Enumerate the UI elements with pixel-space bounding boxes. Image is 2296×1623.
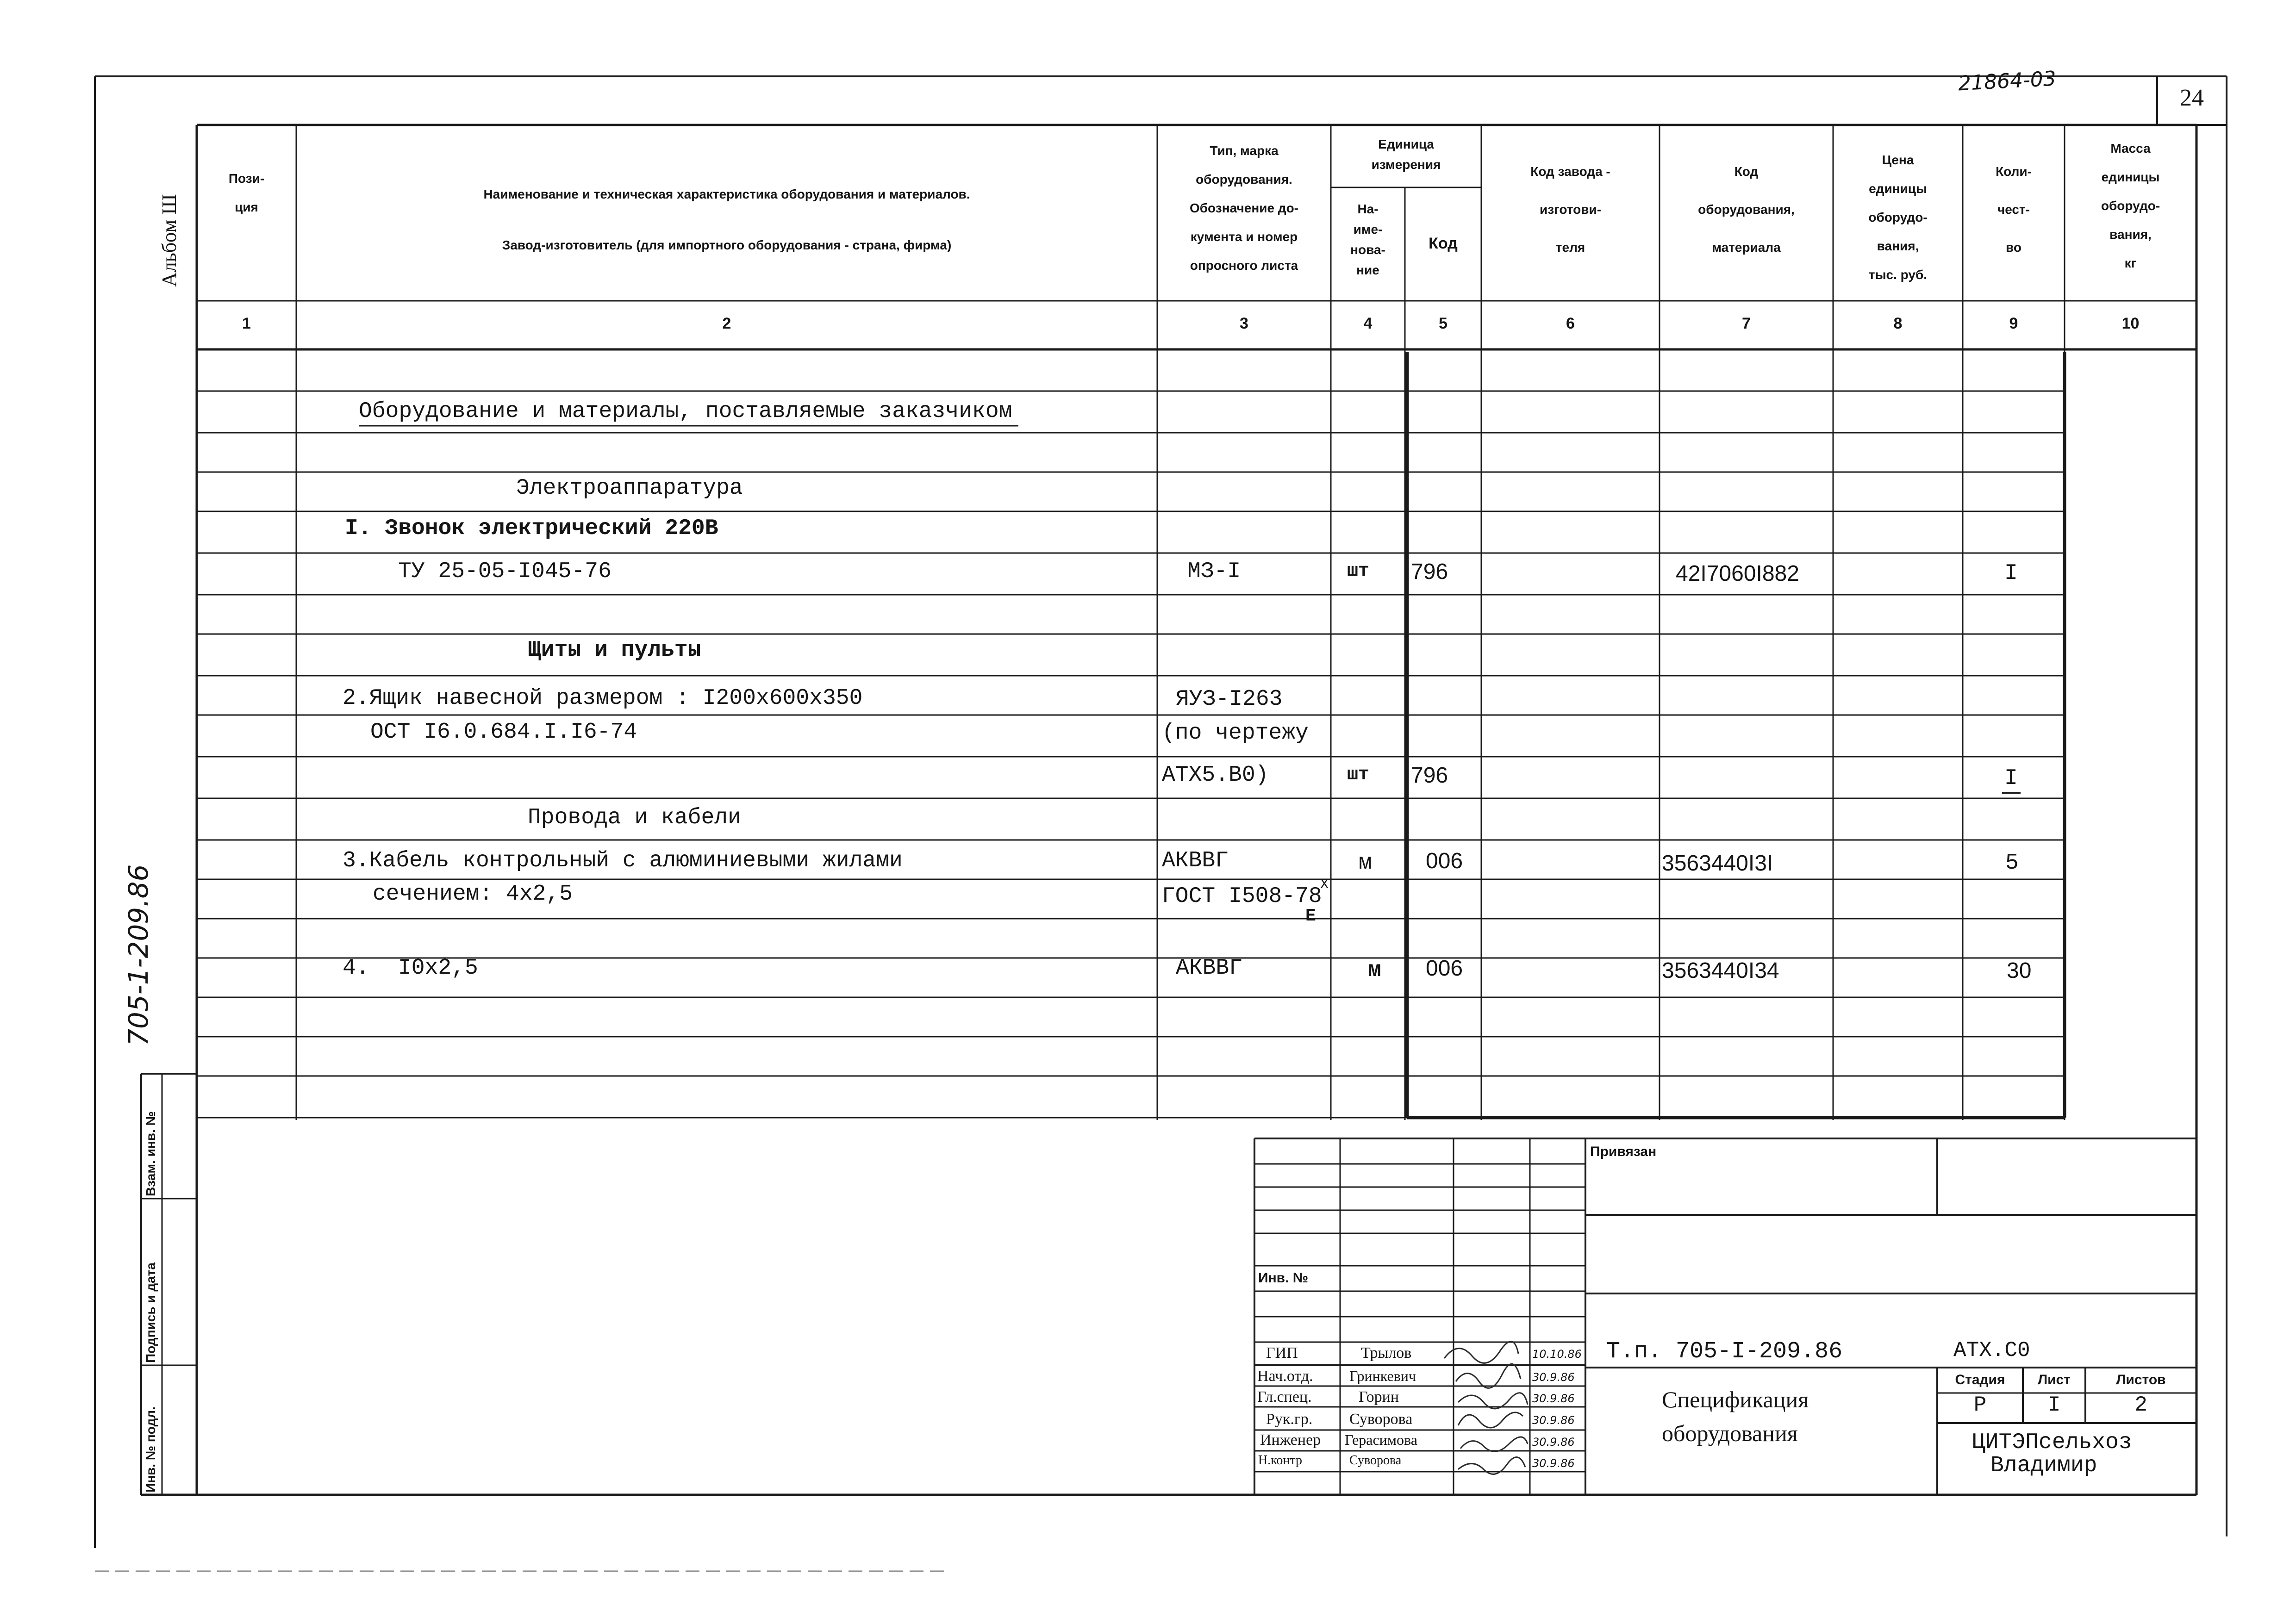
- side-label-replace: Взам. инв. №: [144, 1111, 158, 1196]
- stamp-sheet-label: Лист: [2038, 1372, 2071, 1387]
- item2-qty: I: [2004, 766, 2018, 791]
- item2-unit: шт: [1347, 765, 1370, 785]
- item1-qty: I: [2004, 561, 2018, 586]
- item3-type-line1: АКВВГ: [1162, 848, 1229, 873]
- stamp-name-head-dept: Гринкевич: [1349, 1368, 1416, 1384]
- item2-spec: ОСТ I6.0.684.I.I6-74: [370, 720, 637, 745]
- header-unit-group: Единица измерения: [1371, 137, 1441, 172]
- item3-qty: 5: [2005, 851, 2019, 876]
- stamp-linked: Привязан: [1590, 1144, 1657, 1159]
- stamp-designation: Т.п. 705-I-209.86: [1606, 1338, 1843, 1365]
- item1-equipment: 42I7060I882: [1676, 561, 1799, 586]
- stamp-date-gip: 10.10.86: [1532, 1348, 1582, 1361]
- side-code: 705-1-209.86: [123, 864, 154, 1046]
- stamp-name-engineer: Герасимова: [1345, 1431, 1417, 1448]
- item4-number: 4.: [343, 956, 369, 981]
- header-position: Пози- ция: [228, 171, 265, 214]
- item4-qty: 30: [2007, 958, 2032, 983]
- header-quantity: Коли- чест- во: [1996, 164, 2032, 255]
- stamp-name-gip: Трылов: [1361, 1344, 1412, 1362]
- stamp-date-group-lead: 30.9.86: [1532, 1414, 1575, 1427]
- item3-equipment: 3563440I3I: [1662, 851, 1773, 876]
- top-code: 21864-03: [1957, 67, 2057, 96]
- header-unit-code: Код: [1429, 235, 1458, 252]
- item2-type-line3: АТХ5.В0): [1162, 763, 1269, 788]
- item1-spec: ТУ 25-05-I045-76: [398, 559, 611, 584]
- col-number: 1: [242, 315, 251, 332]
- page-number: 24: [2180, 85, 2204, 111]
- header-name: Наименование и техническая характеристика оборудования и материалов. Завод-изготовитель (для импортного оборудования - страна, фирма): [483, 187, 970, 252]
- item1-type: МЗ-I: [1187, 559, 1241, 584]
- header-price: Цена единицы оборудо- вания, тыс. руб.: [1868, 153, 1928, 282]
- stamp-role-engineer: Инженер: [1260, 1431, 1321, 1449]
- stamp-date-chief-spec: 30.9.86: [1532, 1392, 1575, 1405]
- item3-type-line2: ГОСТ I508-78: [1162, 884, 1322, 909]
- stamp-title-line1: Спецификация: [1662, 1387, 1809, 1412]
- stamp-role-head-dept: Нач.отд.: [1257, 1368, 1313, 1385]
- item3-unit: м: [1359, 851, 1372, 876]
- item4-type: АКВВГ: [1176, 956, 1243, 981]
- stamp-date-engineer: 30.9.86: [1532, 1436, 1575, 1449]
- stamp-title-line2: оборудования: [1662, 1420, 1798, 1446]
- item2-qty-underline: [2002, 792, 2021, 794]
- header-mass: Масса единицы оборудо- вания, кг: [2101, 141, 2160, 270]
- item2-type-line2: (по чертежу: [1162, 721, 1309, 746]
- item3-spec: сечением: 4x2,5: [373, 882, 573, 907]
- item4-equipment: 3563440I34: [1662, 958, 1779, 983]
- stamp-role-group-lead: Рук.гр.: [1266, 1411, 1313, 1428]
- item4-code: 006: [1426, 956, 1463, 981]
- item4-unit: м: [1368, 958, 1381, 983]
- stamp-stage-label: Стадия: [1955, 1372, 2005, 1387]
- item1-name: I. Звонок электрический 220В: [345, 516, 718, 541]
- stamp-org-line1: ЦИТЭПсельхоз: [1972, 1430, 2132, 1455]
- stamp-name-chief-spec: Горин: [1359, 1388, 1399, 1405]
- stamp-sheets: 2: [2134, 1393, 2147, 1417]
- header-plant-code: Код завода - изготови- теля: [1530, 164, 1610, 255]
- stamp-sheets-label: Листов: [2116, 1372, 2166, 1387]
- item3-type-sub: Е: [1305, 906, 1316, 926]
- subsection-electro: Электроаппаратура: [516, 476, 743, 501]
- stamp-date-norm-control: 30.9.86: [1532, 1457, 1575, 1470]
- item3-name: 3.Кабель контрольный с алюминиевыми жилами: [343, 848, 903, 873]
- header-type: Тип, марка оборудования. Обозначение до- кумента и номер опросного листа: [1189, 143, 1299, 273]
- item4-name: I0x2,5: [398, 956, 478, 981]
- item2-name: 2.Ящик навесной размером : I200x600x350: [343, 686, 863, 711]
- col-number: 10: [2121, 315, 2140, 332]
- side-label-inv: Инв. № подл.: [144, 1406, 158, 1492]
- header-equipment-code: Код оборудования, материала: [1698, 164, 1795, 255]
- item2-code: 796: [1411, 763, 1448, 788]
- stamp-date-head-dept: 30.9.86: [1532, 1371, 1575, 1384]
- stamp-sheet: I: [2047, 1393, 2061, 1417]
- stamp-name-norm-control: Суворова: [1349, 1453, 1402, 1468]
- side-label-sign: Подпись и дата: [144, 1262, 158, 1363]
- header-unit-name: На- име- нова- ние: [1350, 202, 1385, 277]
- stamp-role-gip: ГИП: [1266, 1344, 1298, 1362]
- item3-type-sup: X: [1320, 877, 1329, 893]
- stamp-role-norm-control: Н.контр: [1258, 1453, 1302, 1468]
- col-number: 7: [1742, 315, 1751, 332]
- col-number: 6: [1566, 315, 1575, 332]
- col-number: 3: [1240, 315, 1248, 332]
- stamp-role-chief-spec: Гл.спец.: [1257, 1388, 1312, 1405]
- col-number: 5: [1439, 315, 1447, 332]
- stamp-stage: Р: [1973, 1393, 1987, 1417]
- item2-type-line1: ЯУЗ-I263: [1176, 687, 1283, 712]
- subsection-cables: Провода и кабели: [528, 805, 741, 830]
- stamp-org-line2: Владимир: [1990, 1453, 2097, 1478]
- item1-code: 796: [1411, 560, 1448, 584]
- col-number: 8: [1893, 315, 1903, 332]
- item3-code: 006: [1426, 849, 1463, 873]
- col-number: 4: [1363, 315, 1373, 332]
- stamp-inv: Инв. №: [1258, 1270, 1309, 1286]
- stamp-name-group-lead: Суворова: [1349, 1411, 1413, 1428]
- col-number: 2: [722, 315, 731, 332]
- section-title: Оборудование и материалы, поставляемые заказчиком: [359, 399, 1012, 424]
- subsection-shields: Щиты и пульты: [528, 638, 701, 663]
- col-number: 9: [2009, 315, 2018, 332]
- album-label: Альбом Ш: [158, 194, 181, 287]
- stamp-doc-code: АТХ.С0: [1953, 1338, 2030, 1362]
- item1-unit: шт: [1347, 561, 1370, 582]
